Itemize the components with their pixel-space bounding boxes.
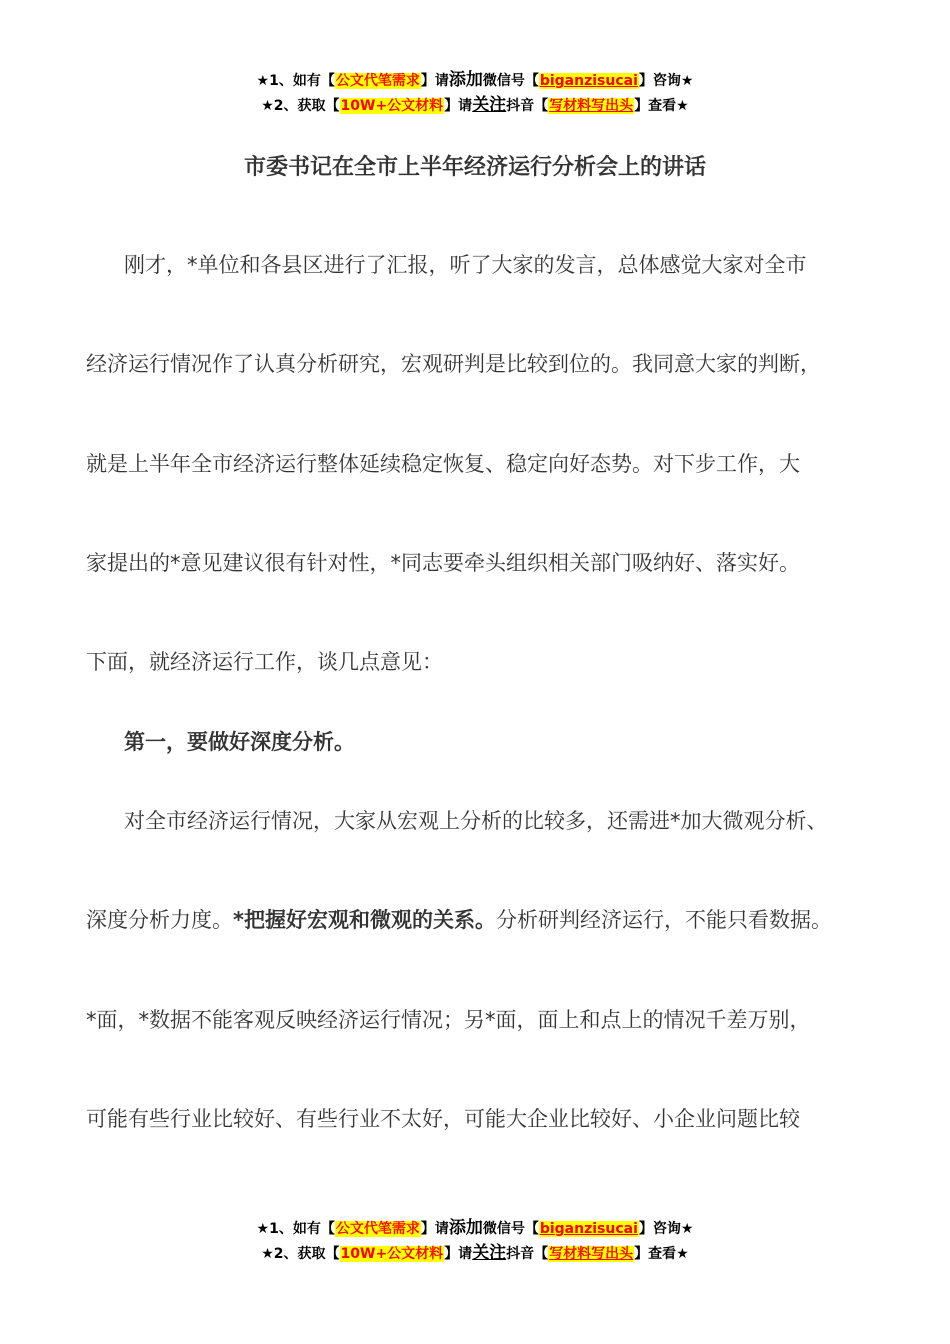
paragraph-line: 家提出的*意见建议很有针对性，*同志要牵头组织相关部门吸纳好、落实好。 xyxy=(86,551,800,575)
banner-text: ★1、如有【 xyxy=(256,73,335,89)
text-run: 分析研判经济运行，不能只看数据。 xyxy=(495,908,832,932)
banner-text: ★2、获取【 xyxy=(261,98,340,114)
paragraph-line-mixed xyxy=(86,905,886,935)
banner-highlight: 10W+公文材料 xyxy=(340,1246,444,1262)
banner-text: 】查看★ xyxy=(634,98,689,114)
banner-text: 】请 xyxy=(444,1246,473,1262)
banner-line-1 xyxy=(0,1216,950,1241)
banner-text: 】请 xyxy=(420,73,449,89)
paragraph-line: *面，*数据不能客观反映经济运行情况；另*面，面上和点上的情况千差万别， xyxy=(86,1008,811,1032)
section-heading: 第一，要做好深度分析。 xyxy=(124,730,355,754)
banner-highlight: 公文代笔需求 xyxy=(335,1221,420,1237)
paragraph-line: 下面，就经济运行工作，谈几点意见： xyxy=(86,650,443,674)
banner-text: 】查看★ xyxy=(634,1246,689,1262)
top-banner xyxy=(0,68,950,118)
paragraph-line: 就是上半年全市经济运行整体延续稳定恢复、稳定向好态势。对下步工作，大 xyxy=(86,452,800,476)
banner-highlight: 10W+公文材料 xyxy=(340,98,444,114)
banner-text: 】咨询★ xyxy=(638,73,694,89)
banner-emphasis: 添加 xyxy=(448,70,483,90)
paragraph-line: 刚才，*单位和各县区进行了汇报，听了大家的发言，总体感觉大家对全市 xyxy=(124,253,807,277)
bottom-banner xyxy=(0,1216,950,1266)
banner-wechat-id: biganzisucai xyxy=(539,1221,638,1237)
banner-text: 】咨询★ xyxy=(638,1221,694,1237)
paragraph-line: 可能有些行业比较好、有些行业不太好，可能大企业比较好、小企业问题比较 xyxy=(86,1107,800,1131)
bold-text-run: *把握好宏观和微观的关系。 xyxy=(233,908,496,932)
banner-line-1 xyxy=(0,68,950,93)
banner-line-2 xyxy=(0,1241,950,1266)
banner-text: 抖音【 xyxy=(506,98,549,114)
banner-text: 】请 xyxy=(420,1221,449,1237)
banner-wechat-id: biganzisucai xyxy=(539,73,638,89)
banner-highlight: 公文代笔需求 xyxy=(335,73,420,89)
banner-line-2 xyxy=(0,93,950,118)
paragraph-line: 经济运行情况作了认真分析研究，宏观研判是比较到位的。我同意大家的判断， xyxy=(86,352,821,376)
banner-text: 抖音【 xyxy=(506,1246,549,1262)
banner-emphasis: 关注 xyxy=(472,95,507,115)
banner-emphasis: 关注 xyxy=(472,1243,507,1263)
text-run: 深度分析力度。 xyxy=(86,908,233,932)
banner-text: 】请 xyxy=(444,98,473,114)
banner-douyin-id: 写材料写出头 xyxy=(549,98,634,114)
document-title: 市委书记在全市上半年经济运行分析会上的讲话 xyxy=(243,155,706,180)
banner-douyin-id: 写材料写出头 xyxy=(549,1246,634,1262)
banner-text: ★1、如有【 xyxy=(256,1221,335,1237)
banner-text: 微信号【 xyxy=(482,1221,539,1237)
banner-text: 微信号【 xyxy=(482,73,539,89)
banner-emphasis: 添加 xyxy=(448,1218,483,1238)
paragraph-line: 对全市经济运行情况，大家从宏观上分析的比较多，还需进*加大微观分析、 xyxy=(124,809,828,833)
banner-text: ★2、获取【 xyxy=(261,1246,340,1262)
